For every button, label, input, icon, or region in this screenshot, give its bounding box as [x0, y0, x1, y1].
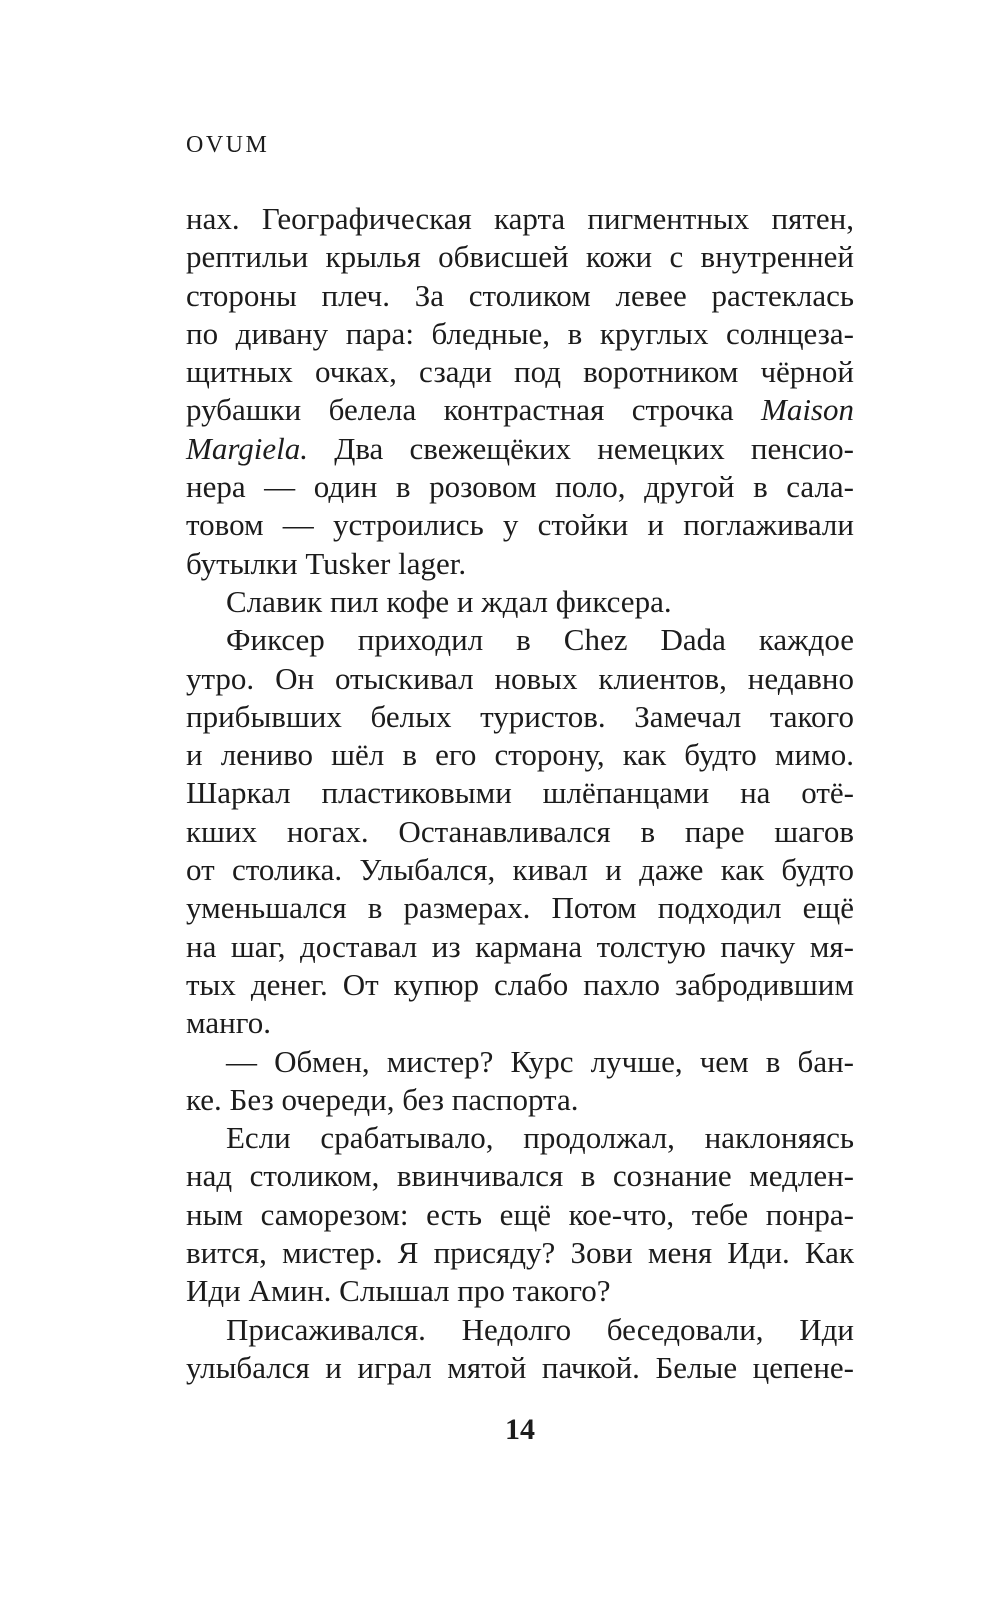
- text-line: Фиксер приходил в Chez Dada каждое: [226, 622, 854, 658]
- page-number: 14: [505, 1413, 535, 1446]
- italic-brand-name: Margiela.: [186, 430, 308, 466]
- text-line: уменьшался в размерах. Потом подходил ещё: [186, 890, 854, 926]
- text-line: манго.: [186, 1005, 271, 1041]
- text-line: тых денег. От купюр слабо пахло забродившим: [186, 966, 854, 1002]
- text-line: Шаркал пластиковыми шлёпанцами на отё-: [186, 775, 854, 811]
- body-text: [186, 200, 854, 1387]
- text-line: рубашки белела контрастная строчка Maison: [186, 392, 854, 428]
- text-line: утро. Он отыскивал новых клиентов, недавно: [186, 660, 854, 696]
- text-line: вится, мистер. Я присяду? Зови меня Иди. Как: [186, 1235, 854, 1271]
- text-line: ным саморезом: есть ещё кое-что, тебе понра-: [186, 1196, 854, 1232]
- text-line: Славик пил кофе и ждал фиксера.: [226, 583, 672, 619]
- text-line: от столика. Улыбался, кивал и даже как будто: [186, 852, 854, 888]
- text-line: щитных очках, сзади под воротником чёрной: [186, 354, 854, 390]
- text-line: на шаг, доставал из кармана толстую пачку мя-: [186, 928, 854, 964]
- text-line: — Обмен, мистер? Курс лучше, чем в бан-: [226, 1043, 854, 1079]
- text-line: и лениво шёл в его сторону, как будто мимо.: [186, 737, 854, 773]
- text-line: Иди Амин. Слышал про такого?: [186, 1273, 611, 1309]
- text-line: прибывших белых туристов. Замечал такого: [186, 698, 854, 734]
- running-head: OVUM: [186, 132, 270, 158]
- text-line: над столиком, ввинчивался в сознание медлен-: [186, 1158, 854, 1194]
- italic-brand-name: Maison: [761, 392, 854, 428]
- text-line: Присаживался. Недолго беседовали, Иди: [226, 1311, 854, 1347]
- text-line: по дивану пара: бледные, в круглых солнцеза-: [186, 315, 854, 351]
- text-line: улыбался и играл мятой пачкой. Белые цепене-: [186, 1349, 854, 1385]
- text-line: товом — устроились у стойки и поглаживали: [186, 507, 854, 543]
- text-line: Margiela. Два свежещёких немецких пенсио-: [186, 430, 854, 466]
- text-line: нера — один в розовом поло, другой в сала-: [186, 469, 854, 505]
- text-line: рептильи крылья обвисшей кожи с внутренней: [186, 239, 854, 275]
- text-line: Если срабатывало, продолжал, наклоняясь: [226, 1120, 854, 1156]
- text-line: нах. Географическая карта пигментных пятен,: [186, 201, 854, 236]
- text-line: ке. Без очереди, без паспорта.: [186, 1081, 579, 1117]
- text-line: стороны плеч. За столиком левее растеклась: [186, 277, 854, 313]
- text-line: бутылки Tusker lager.: [186, 545, 467, 581]
- text-line: кших ногах. Останавливался в паре шагов: [186, 813, 854, 849]
